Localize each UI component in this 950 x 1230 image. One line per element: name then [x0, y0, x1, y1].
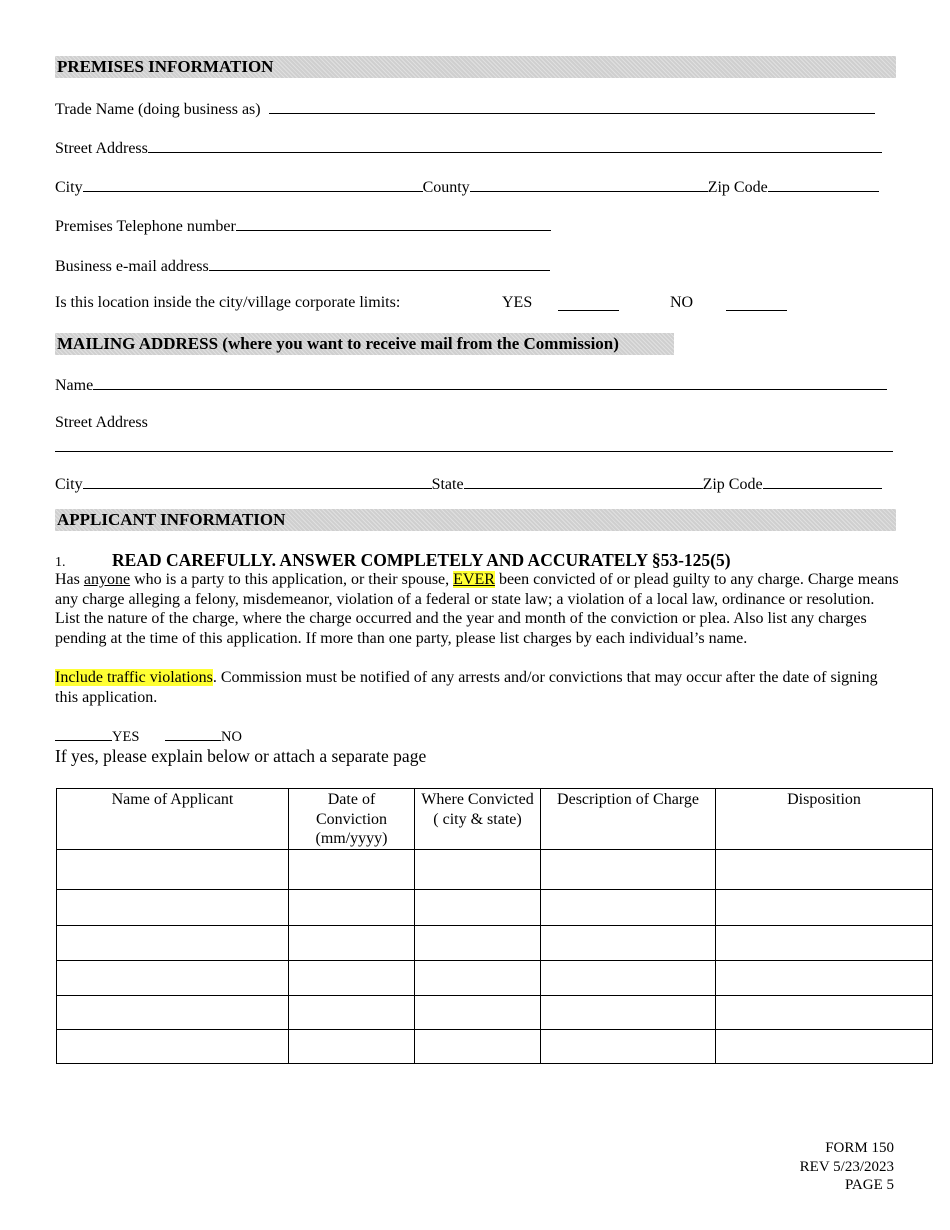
instructions-text-c: been convicted of or plead guilty to any charge. Charge means any charge alleging a felony, misdemeanor, violation of a federal or state law; a violation of a local law, ordinance or resolution. List the nature of the charge, where the charge occurred and the year and month of the conviction or plea. Also list any charges pending at the time of this application. If more than one party, please list charges by each individual’s name.: [55, 571, 899, 647]
county-label: County: [422, 179, 470, 196]
table-row: [57, 995, 933, 1029]
email-row: [55, 254, 550, 277]
traffic-text: . Commission must be notified of any arrests and/or convictions that may occur after the date of signing this application.: [55, 669, 878, 706]
conviction-no-label: NO: [221, 729, 242, 745]
table-cell[interactable]: [716, 925, 933, 960]
table-cell[interactable]: [716, 849, 933, 889]
street-address-row: [55, 136, 882, 159]
conviction-no-field[interactable]: [165, 727, 221, 741]
mailing-street-label-row: [55, 413, 148, 433]
table-cell[interactable]: [57, 1029, 289, 1063]
table-cell[interactable]: [415, 1029, 541, 1063]
conviction-instructions: [55, 570, 900, 648]
table-cell[interactable]: [57, 889, 289, 925]
table-cell[interactable]: [716, 1029, 933, 1063]
conviction-yes-field[interactable]: [55, 727, 112, 741]
street-address-label: Street Address: [55, 140, 148, 157]
convictions-table: [56, 788, 933, 1064]
form-number: FORM 150: [825, 1140, 894, 1156]
phone-label: Premises Telephone number: [55, 218, 236, 235]
form-footer: [800, 1139, 894, 1195]
table-cell[interactable]: [57, 925, 289, 960]
table-cell[interactable]: [541, 849, 716, 889]
instructions-text-b: who is a party to this application, or their spouse,: [130, 571, 454, 588]
mailing-state-field[interactable]: [464, 472, 703, 489]
table-cell[interactable]: [716, 960, 933, 995]
zip-field[interactable]: [768, 175, 879, 192]
phone-row: [55, 214, 551, 237]
trade-name-row: [55, 97, 875, 120]
conviction-yes-label: YES: [112, 729, 140, 745]
form-revision: REV 5/23/2023: [799, 1158, 894, 1175]
limits-yes-label: YES: [502, 294, 533, 311]
city-label: City: [55, 179, 83, 196]
mailing-street-label: Street Address: [55, 414, 148, 431]
applicant-heading: APPLICANT INFORMATION: [55, 509, 896, 531]
table-row: [57, 1029, 933, 1063]
phone-field[interactable]: [236, 214, 551, 231]
table-cell[interactable]: [541, 925, 716, 960]
conviction-yes-no-row: [55, 727, 242, 746]
mailing-city-field[interactable]: [83, 472, 432, 489]
table-cell[interactable]: [289, 849, 415, 889]
instructions-text-a: Has: [55, 571, 84, 588]
city-county-zip-row: [55, 175, 879, 198]
table-cell[interactable]: [289, 889, 415, 925]
table-cell[interactable]: [415, 925, 541, 960]
mailing-street-field[interactable]: [55, 451, 893, 452]
limits-no-field[interactable]: [726, 294, 787, 311]
mailing-city-label: City: [55, 476, 83, 493]
mailing-state-label: State: [431, 476, 464, 493]
mailing-name-label: Name: [55, 377, 94, 394]
mailing-name-row: [55, 373, 887, 396]
table-cell[interactable]: [289, 960, 415, 995]
corporate-limits-row: [55, 293, 795, 313]
county-field[interactable]: [470, 175, 708, 192]
table-cell[interactable]: [541, 960, 716, 995]
explain-note: If yes, please explain below or attach a separate page: [55, 746, 427, 766]
mailing-city-state-zip-row: [55, 472, 882, 495]
table-cell[interactable]: [415, 960, 541, 995]
premises-heading: PREMISES INFORMATION: [55, 56, 896, 78]
street-address-field[interactable]: [148, 136, 882, 153]
zip-label: Zip Code: [707, 179, 768, 196]
city-field[interactable]: [83, 175, 423, 192]
mailing-zip-label: Zip Code: [702, 476, 763, 493]
trade-name-field[interactable]: [269, 97, 875, 114]
col-date-of-conviction: Date of Conviction (mm/yyyy): [289, 789, 415, 850]
table-cell[interactable]: [541, 889, 716, 925]
mailing-name-field[interactable]: [93, 373, 887, 390]
table-row: [57, 925, 933, 960]
question-number: 1.: [55, 555, 66, 570]
ever-highlight: EVER: [453, 571, 495, 588]
table-cell[interactable]: [415, 889, 541, 925]
table-row: [57, 960, 933, 995]
table-cell[interactable]: [289, 995, 415, 1029]
table-row: [57, 889, 933, 925]
mailing-heading: MAILING ADDRESS (where you want to receive mail from the Commission): [55, 333, 674, 355]
col-where-convicted: Where Convicted ( city & state): [415, 789, 541, 850]
table-cell[interactable]: [57, 995, 289, 1029]
email-field[interactable]: [209, 254, 550, 271]
table-cell[interactable]: [541, 1029, 716, 1063]
table-cell[interactable]: [716, 889, 933, 925]
col-description-of-charge: Description of Charge: [541, 789, 716, 850]
table-row: [57, 849, 933, 889]
traffic-highlight: Include traffic violations: [55, 669, 213, 686]
limits-no-label: NO: [670, 294, 694, 311]
table-cell[interactable]: [57, 960, 289, 995]
table-cell[interactable]: [415, 849, 541, 889]
table-cell[interactable]: [541, 995, 716, 1029]
limits-yes-field[interactable]: [558, 294, 619, 311]
traffic-instructions: [55, 668, 900, 707]
anyone-emphasis: anyone: [83, 571, 131, 588]
email-label: Business e-mail address: [55, 258, 209, 275]
table-cell[interactable]: [57, 849, 289, 889]
trade-name-label: Trade Name (doing business as): [55, 101, 261, 118]
table-cell[interactable]: [716, 995, 933, 1029]
table-header-row: [57, 789, 933, 850]
col-disposition: Disposition: [716, 789, 933, 850]
col-name-of-applicant: Name of Applicant: [57, 789, 289, 850]
mailing-zip-field[interactable]: [763, 472, 882, 489]
table-cell[interactable]: [289, 925, 415, 960]
question-title: READ CAREFULLY. ANSWER COMPLETELY AND ACCURATELY §53-125(5): [112, 550, 731, 570]
table-cell[interactable]: [289, 1029, 415, 1063]
page-number: PAGE 5: [844, 1177, 894, 1193]
corporate-limits-question: Is this location inside the city/village corporate limits:: [55, 294, 401, 311]
table-cell[interactable]: [415, 995, 541, 1029]
